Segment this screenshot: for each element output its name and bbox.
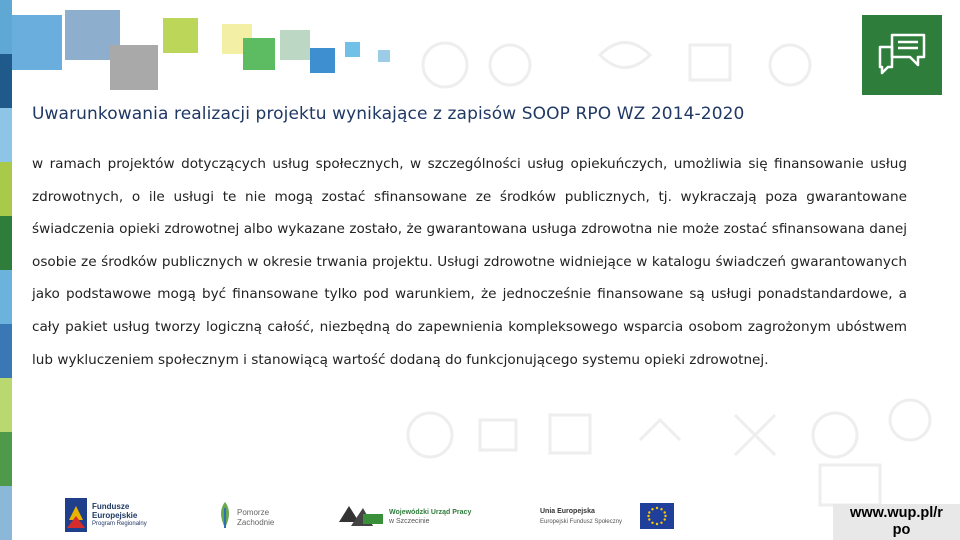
left-color-strip	[0, 0, 12, 540]
logo-wup	[337, 502, 487, 532]
url-box[interactable]	[833, 504, 960, 540]
fe-emblem-icon	[65, 498, 87, 532]
chat-box	[862, 15, 942, 95]
url-line2: po	[892, 522, 911, 538]
slide-paragraph: w ramach projektów dotyczących usług społecznych, w szczególności usług opiekuńczych, umożliwia się finansowanie usług zdrowotnych, o ile usługi te nie mogą zostać sfinansowane ze środków publicznych, tj. wykraczają poza gwarantowane świadczenia opieki zdrowotnej albo wykazane zostało, że gwarantowana usługa zdrowotna nie może zostać sfinansowana danej osobie ze środków publicznych w okresie trwania projektu. Usługi zdrowotne widniejące w katalogu świadczeń gwarantowanych jako podstawowe mogą być finansowane tylko pod warunkiem, że jednocześnie finansowane są usługi ponadstandardowe, a cały pakiet usług tworzy logiczną całość, niezbędną do zapewnienia kompleksowego wsparcia osobom zagrożonym ubóstwem lub wykluczeniem społecznym i stanowiącą wartość dodaną do funkcjonującego systemu opieki zdrowotnej.	[32, 156, 907, 368]
url-line1: www.wup.pl/r	[850, 505, 943, 521]
pz-line1: Pomorze	[237, 508, 270, 517]
fe-line2: Europejskie	[92, 511, 138, 520]
wup-line2: w Szczecinie	[389, 518, 430, 525]
ue-line1: Unia Europejska	[540, 508, 595, 515]
slide-title: Uwarunkowania realizacji projektu wynikające z zapisów SOOP RPO WZ 2014-2020	[32, 104, 745, 124]
pomorze-emblem-icon	[215, 500, 235, 530]
ue-line2: Europejski Fundusz Społeczny	[540, 519, 623, 525]
eu-flag-icon	[640, 503, 674, 529]
pz-line2: Zachodnie	[237, 518, 275, 527]
wup-emblem-icon	[337, 502, 385, 530]
speech-bubbles-icon	[862, 15, 942, 95]
fe-line1: Fundusze	[92, 502, 130, 511]
logo-fundusze-europejskie	[65, 496, 175, 534]
wup-line1: Wojewódzki Urząd Pracy	[389, 509, 472, 516]
fe-line3: Program Regionalny	[92, 521, 147, 527]
logo-unia-europejska	[540, 503, 680, 531]
logo-pomorze-zachodnie	[215, 500, 295, 532]
